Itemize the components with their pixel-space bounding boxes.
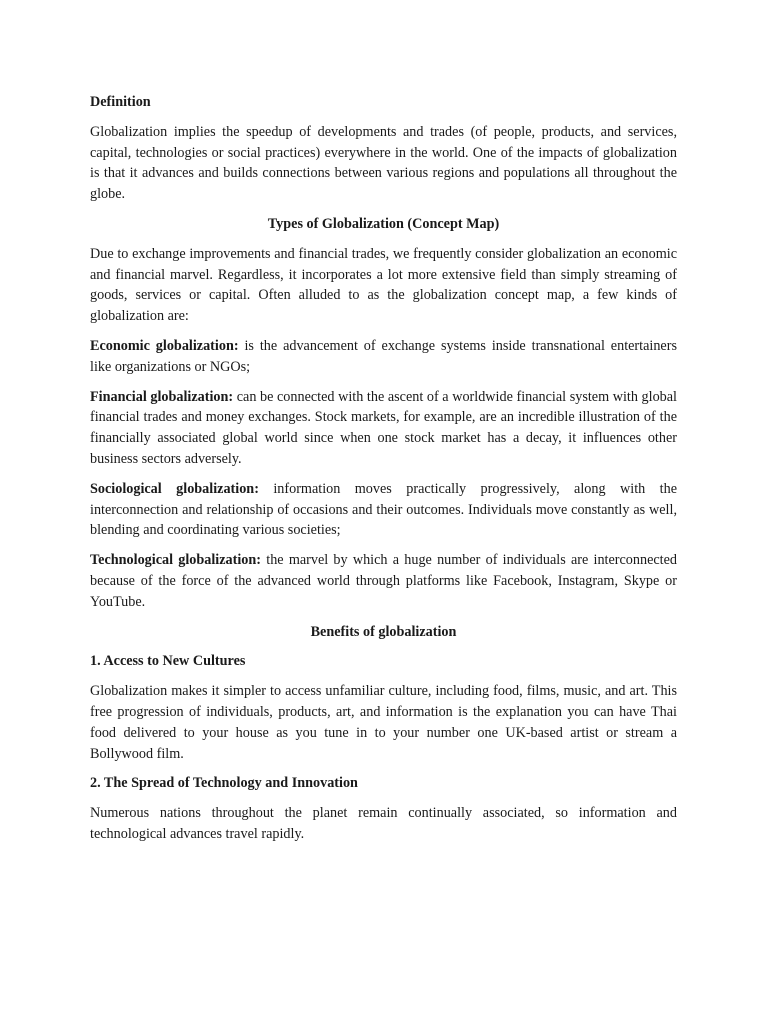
type-technological: [90, 550, 677, 612]
definition-paragraph: Globalization implies the speedup of developments and trades (of people, products, and services, capital, technologies or social practices) everywhere in the world. One of the impacts of globalization is that it advances and builds connections between various regions and populations all throughout the globe.: [90, 123, 677, 203]
benefit-paragraph-access-cultures: Globalization makes it simpler to access unfamiliar culture, including food, films, music, and art. This free progression of individuals, products, art, and information is the explanation you can have Thai food delivered to your house as you tune in to your number one UK-based artist or stream a Bollywood film.: [90, 683, 677, 762]
type-text: is the advancement of exchange systems inside transnational entertainers like organizations or NGOs;: [90, 337, 677, 375]
benefit-paragraph-technology-spread: Numerous nations throughout the planet remain continually associated, so information and technological advances travel rapidly.: [90, 805, 677, 842]
benefit-heading-technology-spread: 2. The Spread of Technology and Innovation: [90, 775, 358, 792]
type-financial: [90, 387, 677, 470]
type-economic: [90, 336, 677, 378]
type-text: can be connected with the ascent of a worldwide financial system with global financial trades and money exchanges. Stock markets, for example, are an incredible illustration of the financially associated global world since when one stock market has a decay, it influences other business sectors adversely.: [90, 388, 677, 467]
type-sociological: [90, 479, 677, 541]
type-term: Economic globalization:: [90, 337, 239, 354]
types-intro-paragraph: Due to exchange improvements and financial trades, we frequently consider globalization an economic and financial marvel. Regardless, it incorporates a lot more extensive field than simply streaming of goods, services or capital. Often alluded to as the globalization concept map, a few kinds of globalization are:: [90, 245, 677, 325]
benefits-heading: Benefits of globalization: [310, 623, 457, 640]
type-text: information moves practically progressively, along with the interconnection and relationship of occasions and their outcomes. Individuals move constantly as well, blending and coordinating various societies;: [90, 480, 677, 539]
type-term: Technological globalization:: [90, 552, 262, 569]
type-term: Financial globalization:: [90, 388, 234, 405]
definition-heading: Definition: [90, 94, 151, 110]
type-text: the marvel by which a huge number of individuals are interconnected because of the force of the advanced world through platforms like Facebook, Instagram, Skype or YouTube.: [90, 552, 677, 610]
type-term: Sociological globalization:: [90, 480, 259, 497]
types-heading: Types of Globalization (Concept Map): [267, 215, 500, 232]
document-page: [90, 92, 677, 854]
benefit-heading-access-cultures: 1. Access to New Cultures: [90, 653, 246, 670]
